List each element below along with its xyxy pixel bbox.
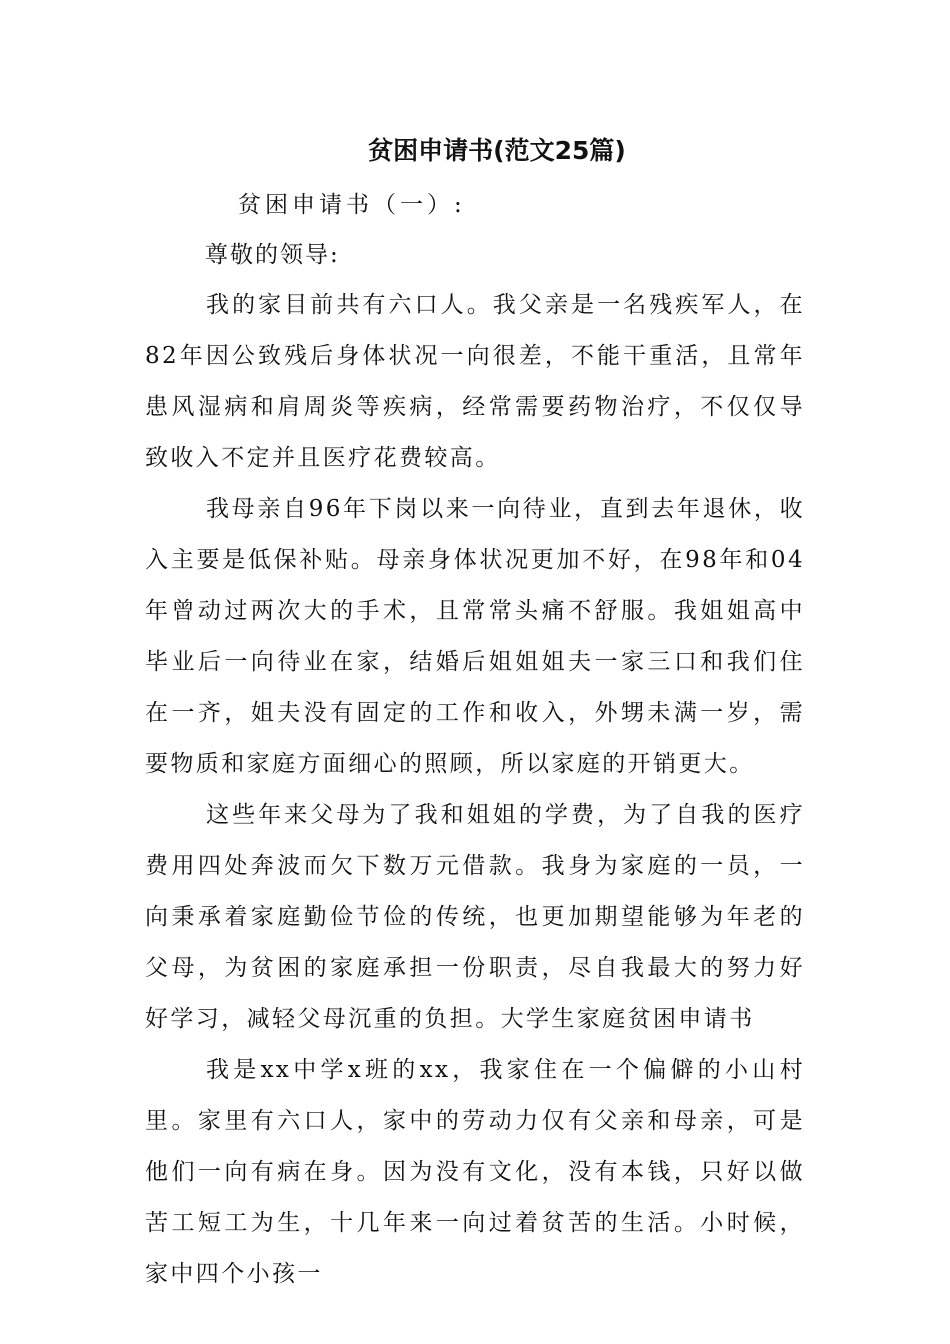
document-subtitle: 贫困申请书（一）:: [238, 192, 466, 218]
paragraph-2: 我母亲自96年下岗以来一向待业，直到去年退休，收入主要是低保补贴。母亲身体状况更加不好，在98年和04年曾动过两次大的手术，且常常头痛不舒服。我姐姐高中毕业后一向待业在家，结婚后姐姐姐夫一家三口和我们住在一齐，姐夫没有固定的工作和收入，外甥未满一岁，需要物质和家庭方面细心的照顾，所以家庭的开销更大。: [145, 496, 805, 777]
salutation: 尊敬的领导:: [205, 242, 340, 268]
paragraph-4: 我是xx中学x班的xx，我家住在一个偏僻的小山村里。家里有六口人，家中的劳动力仅有父亲和母亲，可是他们一向有病在身。因为没有文化，没有本钱，只好以做苦工短工为生，十几年来一向过着贫苦的生活。小时候，家中四个小孩一: [145, 1057, 805, 1287]
document-title: 贫困申请书(范文25篇): [368, 136, 626, 165]
paragraph-3: 这些年来父母为了我和姐姐的学费，为了自我的医疗费用四处奔波而欠下数万元借款。我身为家庭的一员，一向秉承着家庭勤俭节俭的传统，也更加期望能够为年老的父母，为贫困的家庭承担一份职责，尽自我最大的努力好好学习，减轻父母沉重的负担。大学生家庭贫困申请书: [145, 802, 805, 1032]
document-body: [145, 280, 805, 1300]
paragraph-1: 我的家目前共有六口人。我父亲是一名残疾军人，在82年因公致残后身体状况一向很差，不能干重活，且常年患风湿病和肩周炎等疾病，经常需要药物治疗，不仅仅导致收入不定并且医疗花费较高。: [145, 292, 805, 471]
